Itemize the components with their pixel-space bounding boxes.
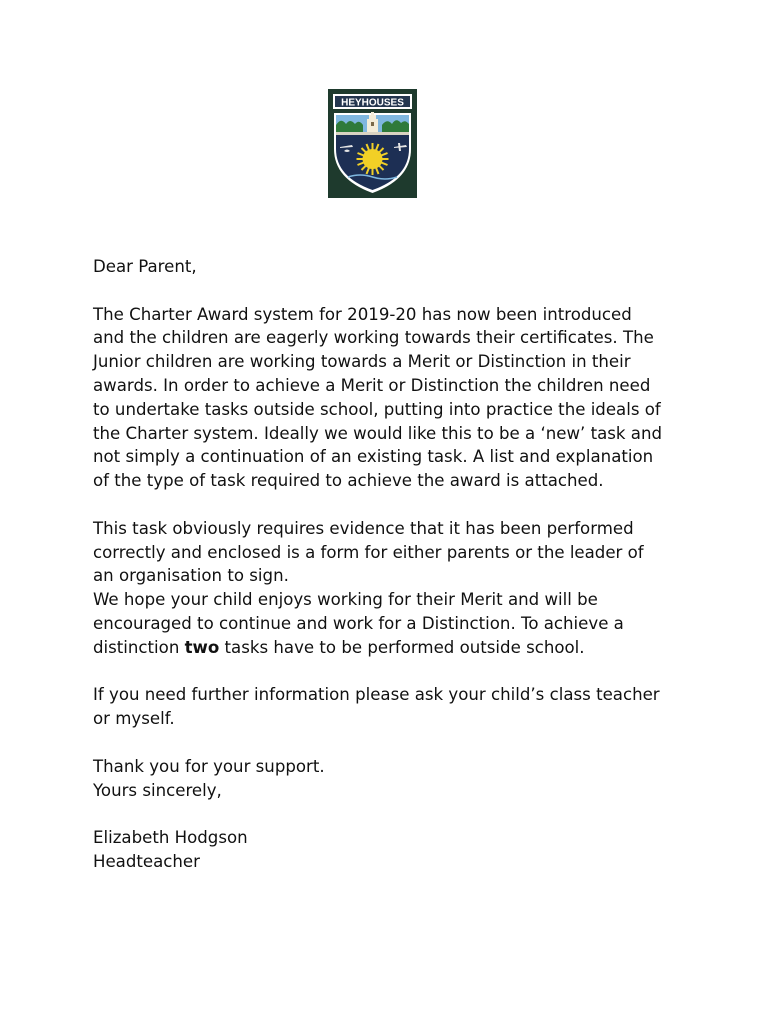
paragraph-1-line: The Charter Award system for 2019-20 has now been introduced — [93, 304, 632, 324]
paragraph-1-line: the Charter system. Ideally we would like this to be a ‘new’ task and — [93, 423, 663, 443]
paragraph-2-line: We hope your child enjoys working for their Merit and will be — [93, 590, 598, 610]
paragraph-1-line: of the type of task required to achieve the award is attached. — [93, 471, 604, 491]
letter-body — [93, 255, 693, 874]
paragraph-1-line: and the children are eagerly working towards their certificates. The — [93, 328, 654, 348]
para2-text-before: distinction — [93, 637, 185, 657]
logo-text: HEYHOUSES — [341, 97, 404, 109]
paragraph-1-line: Junior children are working towards a Merit or Distinction in their — [93, 352, 631, 372]
para2-text-after: tasks have to be performed outside school. — [219, 637, 585, 657]
salutation: Dear Parent, — [93, 257, 197, 276]
paragraph-3-line: If you need further information please ask your child’s class teacher — [93, 685, 660, 705]
paragraph-1-line: awards. In order to achieve a Merit or Distinction the children need — [93, 375, 651, 395]
paragraph-2-line: This task obviously requires evidence that it has been performed — [93, 518, 634, 538]
paragraph-1-line: to undertake tasks outside school, putting into practice the ideals of — [93, 399, 661, 419]
paragraph-1-line: not simply a continuation of an existing task. A list and explanation — [93, 447, 654, 467]
closing-thanks: Thank you for your support. — [93, 756, 325, 776]
paragraph-2-line: an organisation to sign. — [93, 566, 289, 586]
paragraph-2-line: encouraged to continue and work for a Distinction. To achieve a — [93, 613, 624, 633]
school-crest-logo — [328, 89, 417, 198]
paragraph-3-line: or myself. — [93, 709, 175, 729]
signatory-name: Elizabeth Hodgson — [93, 828, 248, 848]
para2-bold-word: two — [184, 637, 220, 657]
closing-sign-off: Yours sincerely, — [93, 780, 222, 800]
signatory-title: Headteacher — [93, 851, 200, 871]
paragraph-2-line: correctly and enclosed is a form for either parents or the leader of — [93, 542, 644, 562]
paragraph-2-last-line — [93, 636, 693, 660]
